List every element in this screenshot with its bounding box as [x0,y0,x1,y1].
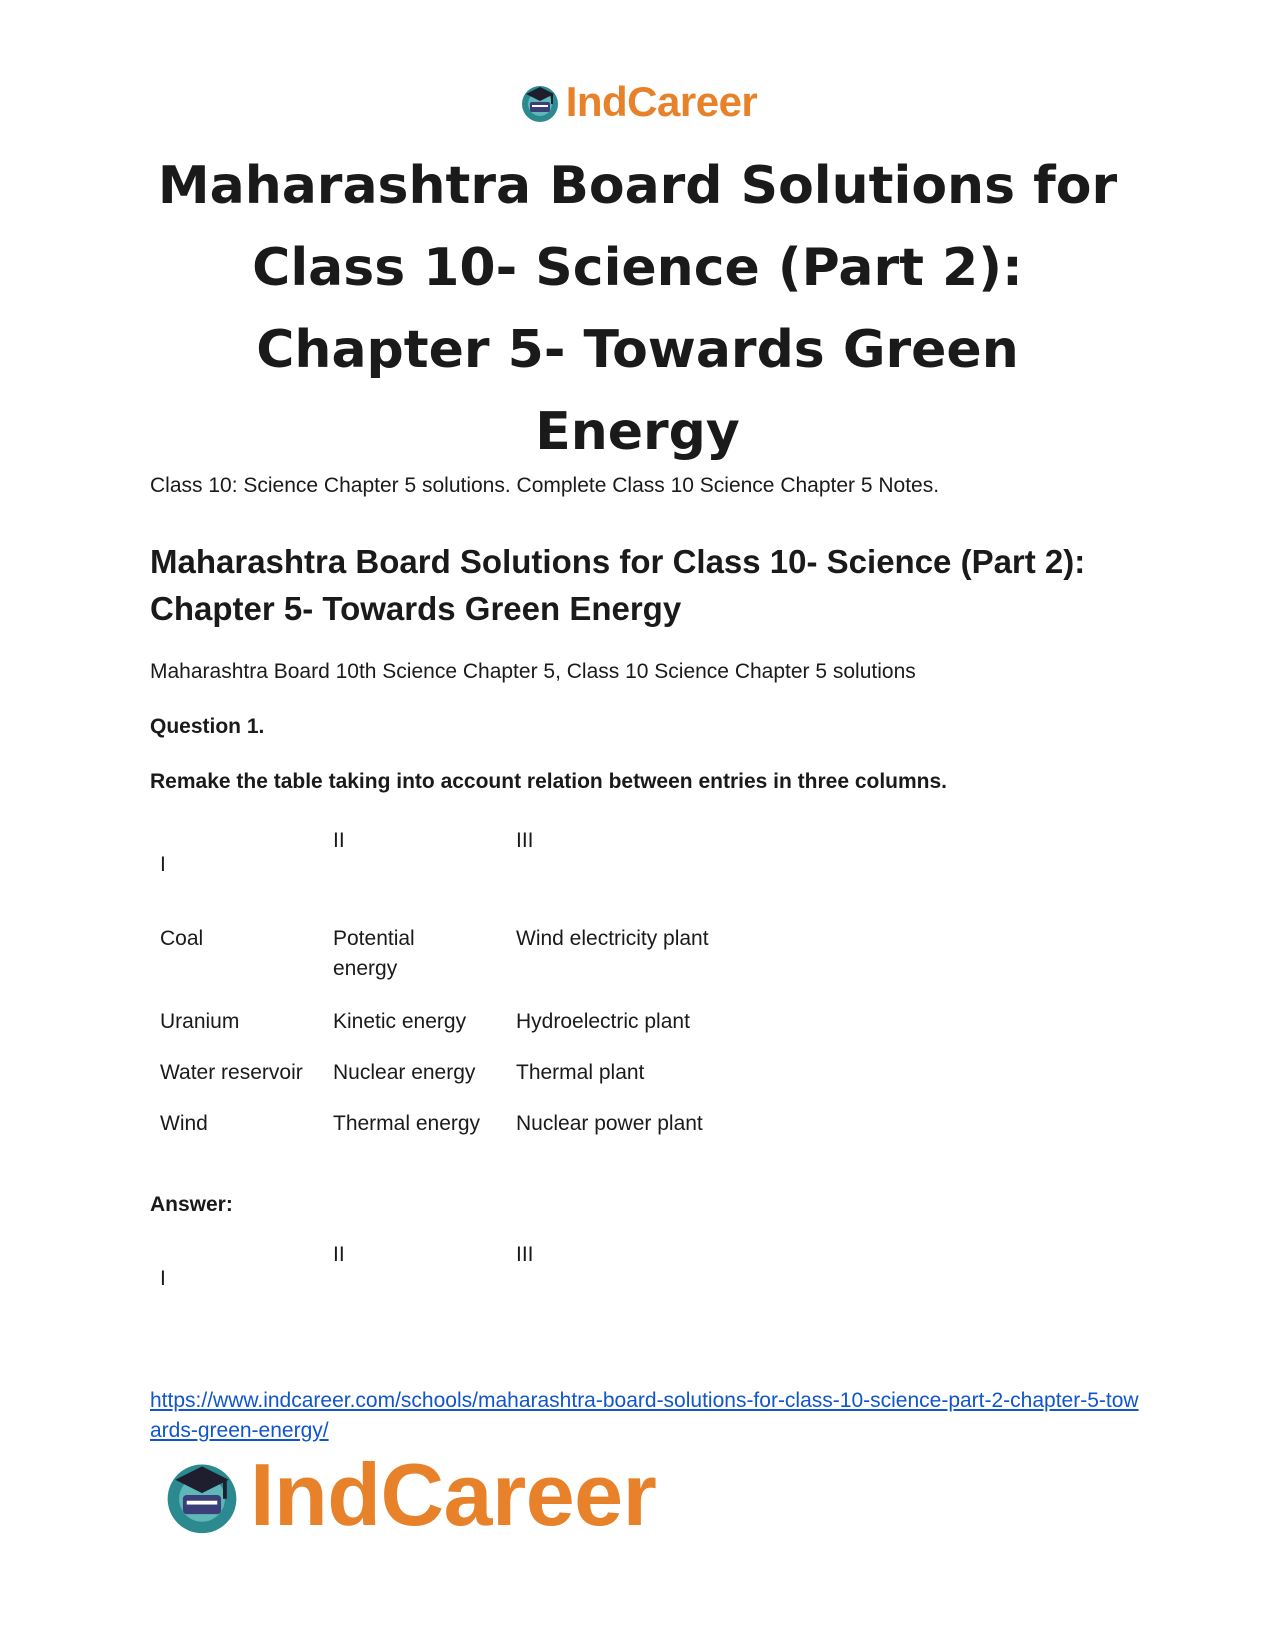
brand-name: IndCareer [565,78,758,125]
table-cell: Nuclear energy [333,1061,476,1084]
table-cell: Water reservoir [160,1061,303,1084]
table-cell: Kinetic energy [333,1010,467,1033]
answer-header-col3: III [516,1243,534,1266]
brand-name: IndCareer [250,1445,657,1544]
answer-label: Answer: [150,1193,233,1216]
table-cell: Wind electricity plant [516,927,709,950]
graduation-globe-icon [160,1453,244,1537]
indcareer-logo-bottom [160,1445,657,1544]
intro-text: Class 10: Science Chapter 5 solutions. Complete Class 10 Science Chapter 5 Notes. [150,474,940,497]
graduation-globe-icon [518,80,562,124]
question-text: Remake the table taking into account relation between entries in three columns. [150,770,948,793]
answer-header-col2: II [333,1243,345,1266]
source-link[interactable]: https://www.indcareer.com/schools/maharashtra-board-solutions-for-class-10-science-part-2-chapter-5-towards-green-energy/ [150,1389,1139,1442]
page-title: Maharashtra Board Solutions for Class 10- Science (Part 2): Chapter 5- Towards Green Energy [157,156,1118,462]
table-header-col1: I [160,853,166,876]
table-cell: Hydroelectric plant [516,1010,690,1033]
table-cell: Coal [160,927,204,950]
table-cell: Wind [160,1112,208,1135]
table-cell: Potential energy [333,927,415,980]
section-heading: Maharashtra Board Solutions for Class 10- Science (Part 2): Chapter 5- Towards Green Energy [150,543,1086,627]
table-cell: Nuclear power plant [516,1112,703,1135]
sub-text: Maharashtra Board 10th Science Chapter 5, Class 10 Science Chapter 5 solutions [150,660,916,683]
answer-header-col1: I [160,1267,166,1290]
table-cell: Uranium [160,1010,240,1033]
table-cell: Thermal energy [333,1112,481,1135]
table-header-col2: II [333,829,345,852]
table-cell: Thermal plant [516,1061,645,1084]
question-label: Question 1. [150,715,265,738]
table-header-col3: III [516,829,534,852]
indcareer-logo-top [0,78,1275,126]
